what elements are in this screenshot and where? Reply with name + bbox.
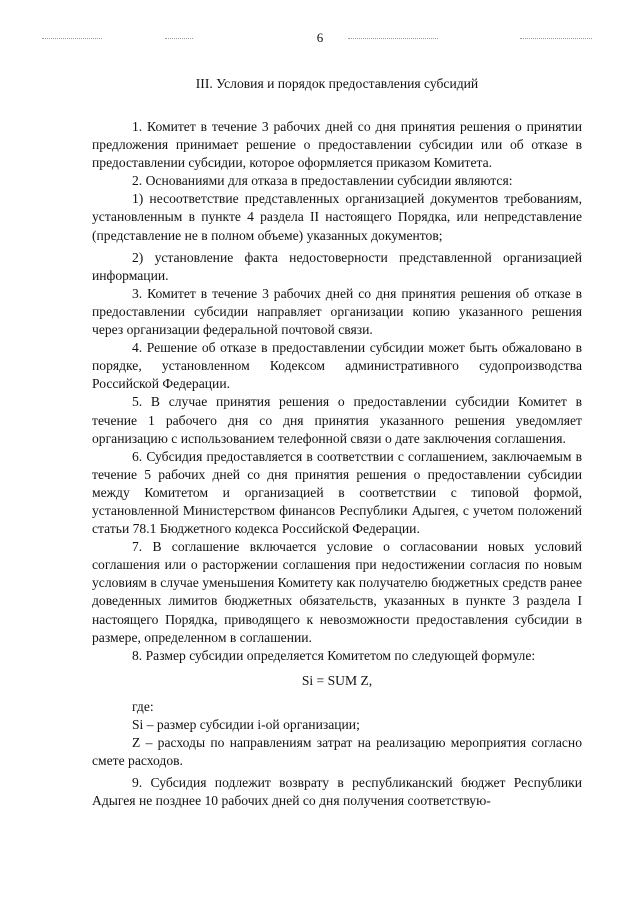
paragraph-6: 6. Субсидия предоставляется в соответствии с соглашением, заключаемым в течение 5 рабочих дней со дня принятия решения о предоставлении субсидии между Комитетом и организацией в соответствии с типовой формой, установленной Министерством финансов Республики Адыгея, с учетом положений статьи 78.1 Бюджетного кодекса Российской Федерации. <box>92 448 582 537</box>
page-number: 6 <box>316 30 324 45</box>
paragraph-2-item-2: 2) установление факта недостоверности представленной организацией информации. <box>92 249 582 283</box>
formula: Si = SUM Z, <box>301 672 373 688</box>
paragraph-5: 5. В случае принятия решения о предоставлении субсидии Комитет в течение 1 рабочего дня со дня принятия указанного решения уведомляет организацию с использованием телефонной связи о дате заключения соглашения. <box>92 394 582 446</box>
document-body <box>92 118 582 810</box>
paragraph-4: 4. Решение об отказе в предоставлении субсидии может быть обжаловано в порядке, установленном Кодексом административного судопроизводства Российской Федерации. <box>92 340 582 392</box>
paragraph-1: 1. Комитет в течение 3 рабочих дней со дня принятия решения о принятии предложения принимает решение о предоставлении субсидии или об отказе в предоставлении субсидии, которое оформляется приказом Комитета. <box>92 119 582 171</box>
paragraph-2: 2. Основаниями для отказа в предоставлении субсидии являются: <box>132 173 513 189</box>
scan-noise <box>520 38 592 40</box>
paragraph-9: 9. Субсидия подлежит возврату в республиканский бюджет Республики Адыгея не позднее 10 рабочих дней со дня получения соответствую- <box>92 775 582 809</box>
paragraph-3: 3. Комитет в течение 3 рабочих дней со дня принятия решения об отказе в предоставлении субсидии направляет организации копию указанного решения через организации федеральной почтовой связи. <box>92 285 582 338</box>
paragraph-7: 7. В соглашение включается условие о согласовании новых условий соглашения или о расторжении соглашения при недостижении согласия по новым условиям в случае уменьшения Комитету как получателю бюджетных средств ранее доведенных лимитов бюджетных обязательств, указанных в пункте 3 раздела I настоящего Порядка, приводящего к невозможности предоставления субсидии в размере, определенном в соглашении. <box>92 539 582 645</box>
formula-where: где: <box>132 698 154 714</box>
scan-noise <box>348 38 438 40</box>
section-heading: III. Условия и порядок предоставления субсидий <box>195 76 479 91</box>
formula-def-si: Si – размер субсидии i-ой организации; <box>132 717 360 732</box>
paragraph-8: 8. Размер субсидии определяется Комитетом по следующей формуле: <box>132 647 536 663</box>
formula-def-z: Z – расходы по направлениям затрат на реализацию мероприятия согласно смете расходов. <box>92 735 582 769</box>
paragraph-2-item-1: 1) несоответствие представленных организацией документов требованиям, установленным в пункте 4 раздела II настоящего Порядка, или непредставление (представление не в полном объеме) указанных документов; <box>92 191 582 243</box>
